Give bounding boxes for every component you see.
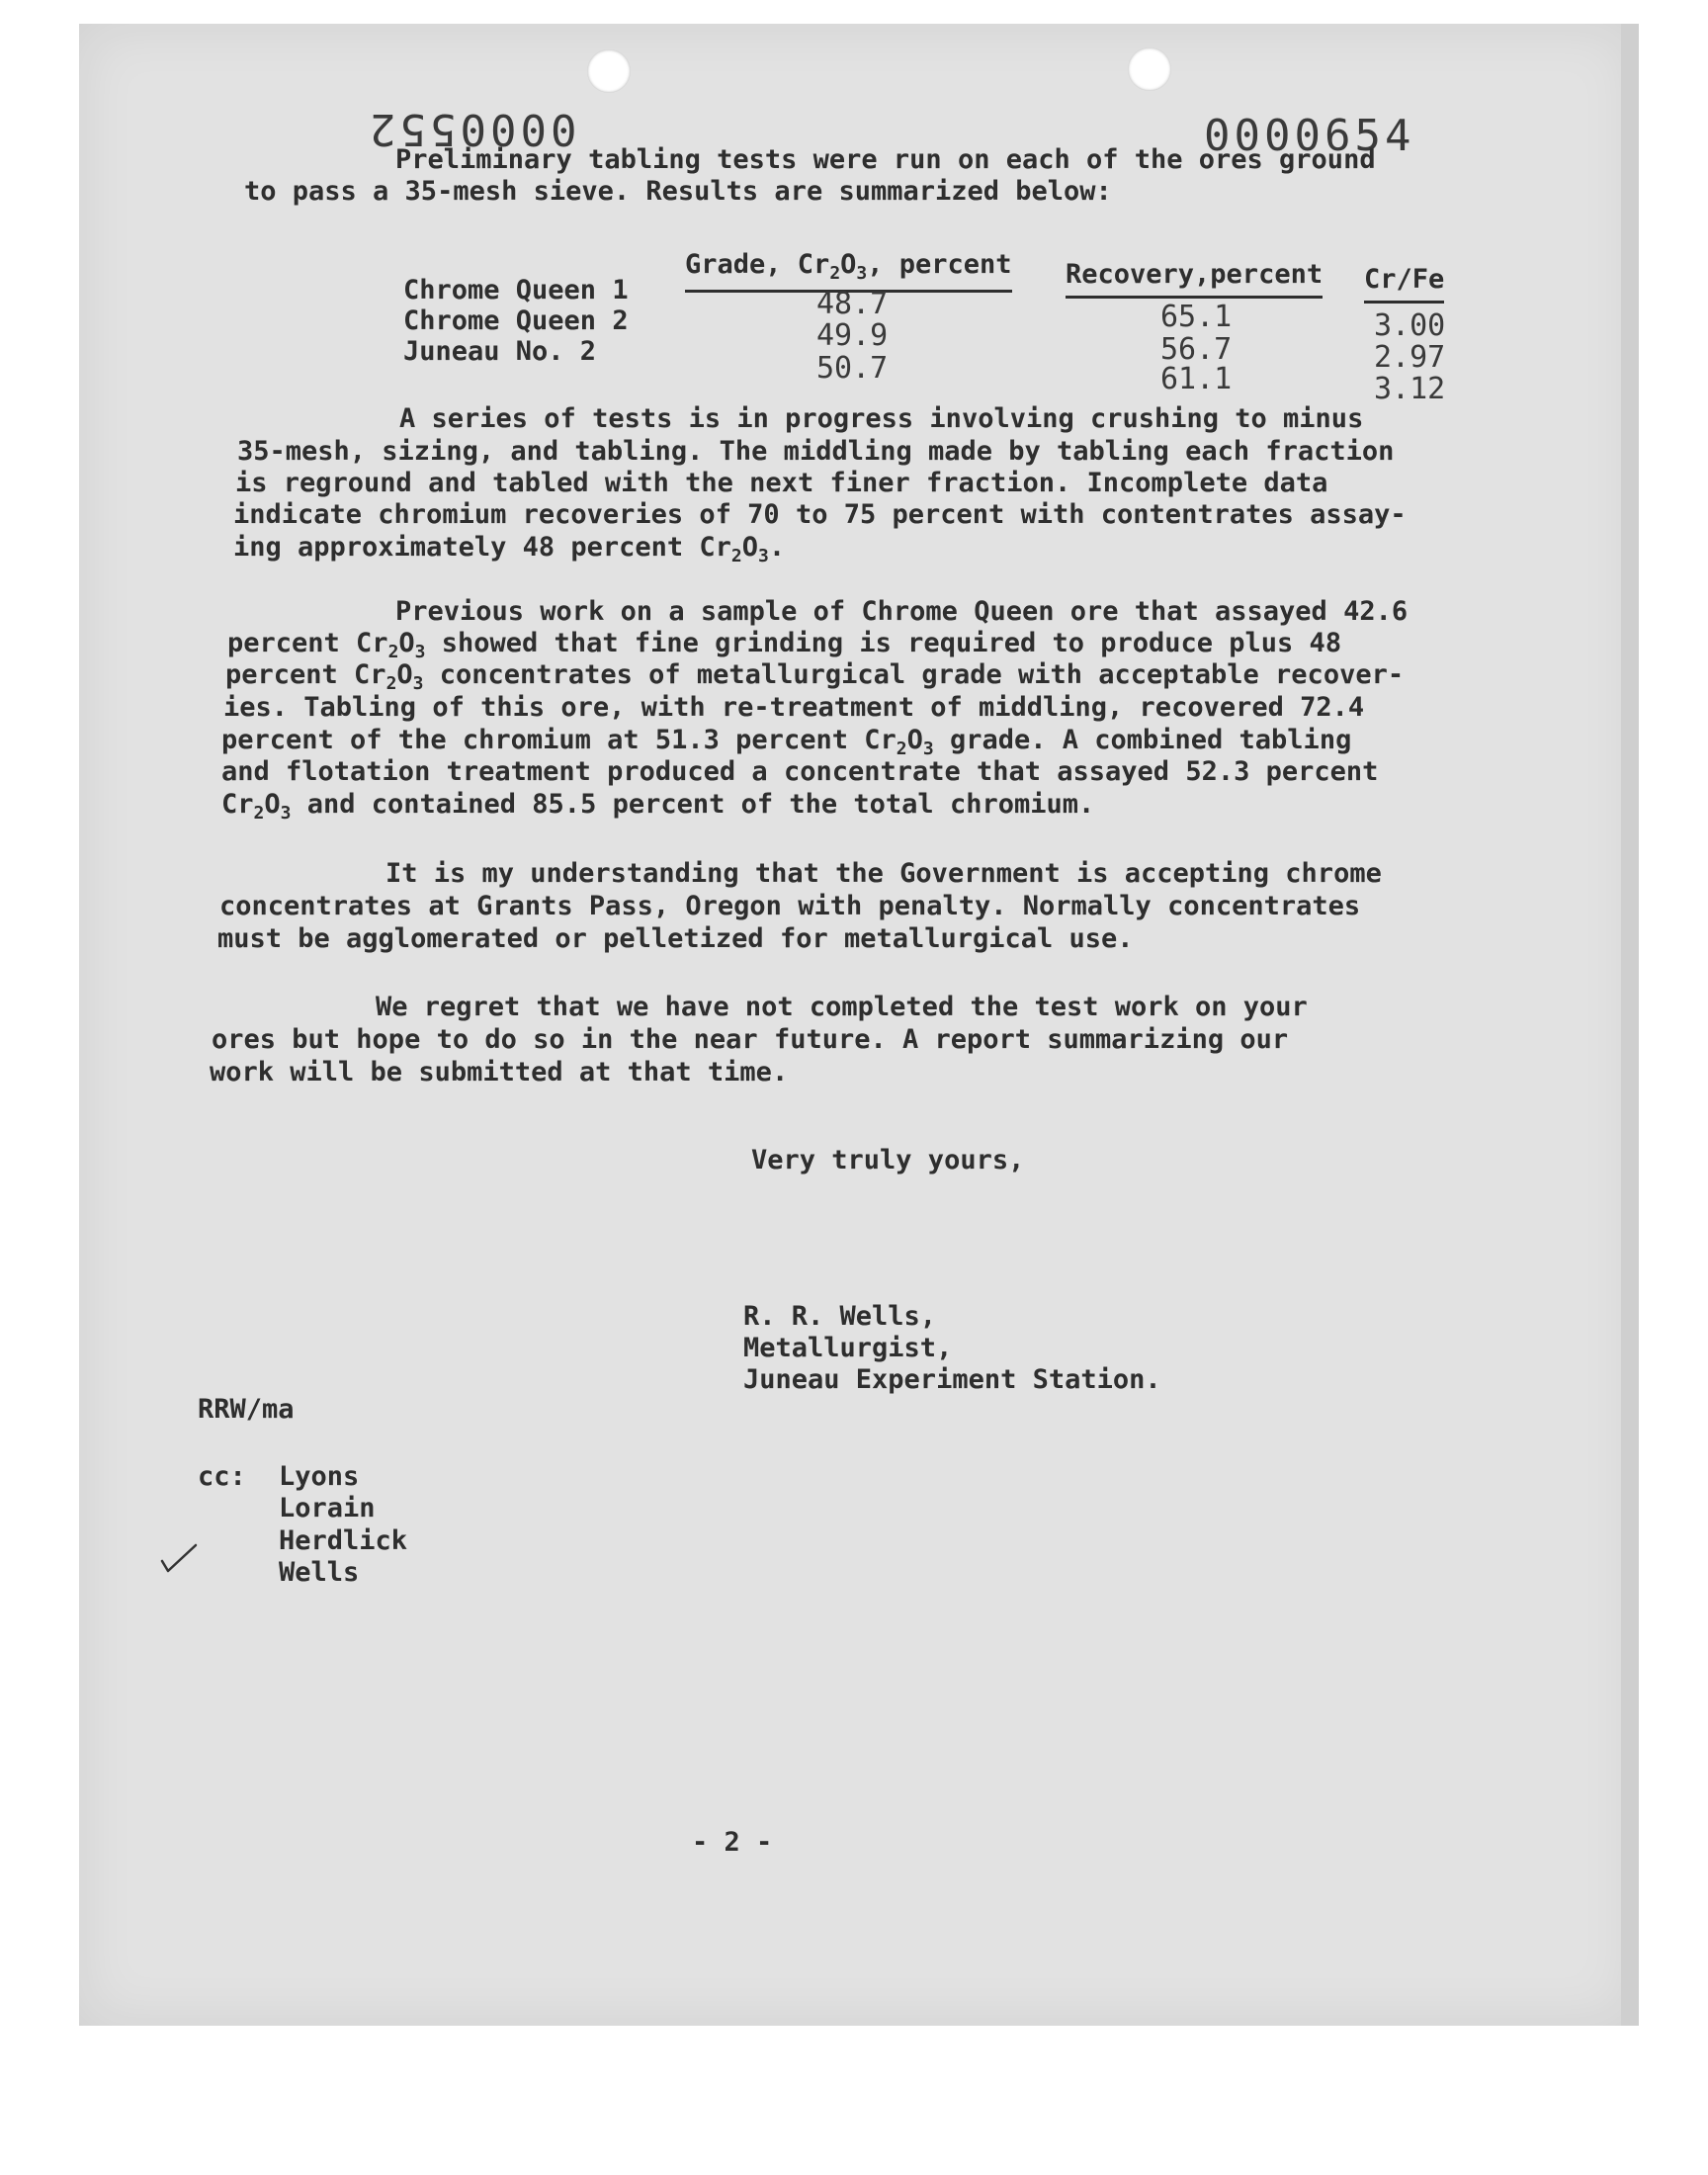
table-header-grade: Grade, $Cr_2O_3$, percent (685, 249, 1012, 293)
table-cell-grade: 48.7 (816, 287, 889, 321)
cc-name: Lorain (279, 1493, 376, 1523)
cc-name: Herdlick (279, 1525, 408, 1556)
para3-line-1: Previous work on a sample of Chrome Queen ore that assayed 42.6 (395, 596, 1409, 627)
table-cell-recovery: 61.1 (1160, 362, 1233, 396)
para3-line-7: $Cr_2O_3$ and contained 85.5 percent of the total chromium. (221, 789, 1095, 824)
cc-name: Wells (279, 1557, 360, 1588)
para3-line-3: percent $Cr_2O_3$ concentrates of metallurgical grade with acceptable recover- (225, 659, 1405, 694)
para2-line-3: is reground and tabled with the next finer fraction. Incomplete data (235, 468, 1328, 498)
signature-name: R. R. Wells, (743, 1301, 937, 1332)
para5-line-2: ores but hope to do so in the near future. A report summarizing our (212, 1024, 1289, 1055)
para4-line-3: must be agglomerated or pelletized for metallurgical use. (217, 923, 1134, 954)
cc-label: cc: (198, 1461, 246, 1492)
para5-line-1: We regret that we have not completed the test work on your (376, 992, 1308, 1022)
table-cell-crfe: 3.00 (1374, 308, 1446, 343)
signature-title: Metallurgist, (743, 1333, 953, 1363)
para4-line-1: It is my understanding that the Government is accepting chrome (385, 858, 1382, 889)
serial-stamp-right: 0000654 (1204, 111, 1415, 161)
closing: Very truly yours, (751, 1145, 1025, 1175)
table-cell-grade: 50.7 (816, 351, 889, 386)
signature-org: Juneau Experiment Station. (743, 1364, 1161, 1395)
para5-line-3: work will be submitted at that time. (210, 1057, 789, 1088)
table-header-crfe: Cr/Fe (1364, 264, 1444, 304)
para2-line-2: 35-mesh, sizing, and tabling. The middling made by tabling each fraction (237, 436, 1395, 467)
para2-line-4: indicate chromium recoveries of 70 to 75 percent with contentrates assay- (233, 499, 1407, 530)
para3-line-5: percent of the chromium at 51.3 percent $Cr_2O_3$ grade. A combined tabling (221, 725, 1352, 759)
table-cell-recovery: 65.1 (1160, 300, 1233, 334)
typist-initials: RRW/ma (198, 1394, 295, 1425)
check-mark-icon (158, 1537, 198, 1577)
table-cell-grade: 49.9 (816, 318, 889, 353)
para2-line-1: A series of tests is in progress involving crushing to minus (399, 403, 1364, 434)
table-cell-crfe: 3.12 (1374, 372, 1446, 406)
cc-name: Lyons (279, 1461, 360, 1492)
table-cell-crfe: 2.97 (1374, 340, 1446, 375)
para3-line-6: and flotation treatment produced a concentrate that assayed 52.3 percent (221, 756, 1379, 787)
para4-line-2: concentrates at Grants Pass, Oregon with penalty. Normally concentrates (219, 891, 1361, 921)
table-cell-recovery: 56.7 (1160, 332, 1233, 367)
page-number: - 2 - (692, 1827, 773, 1858)
serial-stamp-left: 0000552 (366, 104, 577, 154)
intro-line-2: to pass a 35-mesh sieve. Results are summarized below: (244, 176, 1112, 207)
table-row-name: Chrome Queen 1 (403, 275, 629, 305)
para3-line-4: ies. Tabling of this ore, with re-treatment of middling, recovered 72.4 (223, 692, 1365, 723)
para3-line-2: percent $Cr_2O_3$ showed that fine grinding is required to produce plus 48 (227, 628, 1342, 662)
para2-line-5: ing approximately 48 percent $Cr_2O_3$. (233, 532, 786, 566)
table-row-name: Chrome Queen 2 (403, 305, 629, 336)
table-header-recovery: Recovery,percent (1066, 259, 1323, 299)
table-row-name: Juneau No. 2 (403, 336, 597, 367)
intro-line-1: Preliminary tabling tests were run on each of the ores ground (395, 144, 1376, 175)
